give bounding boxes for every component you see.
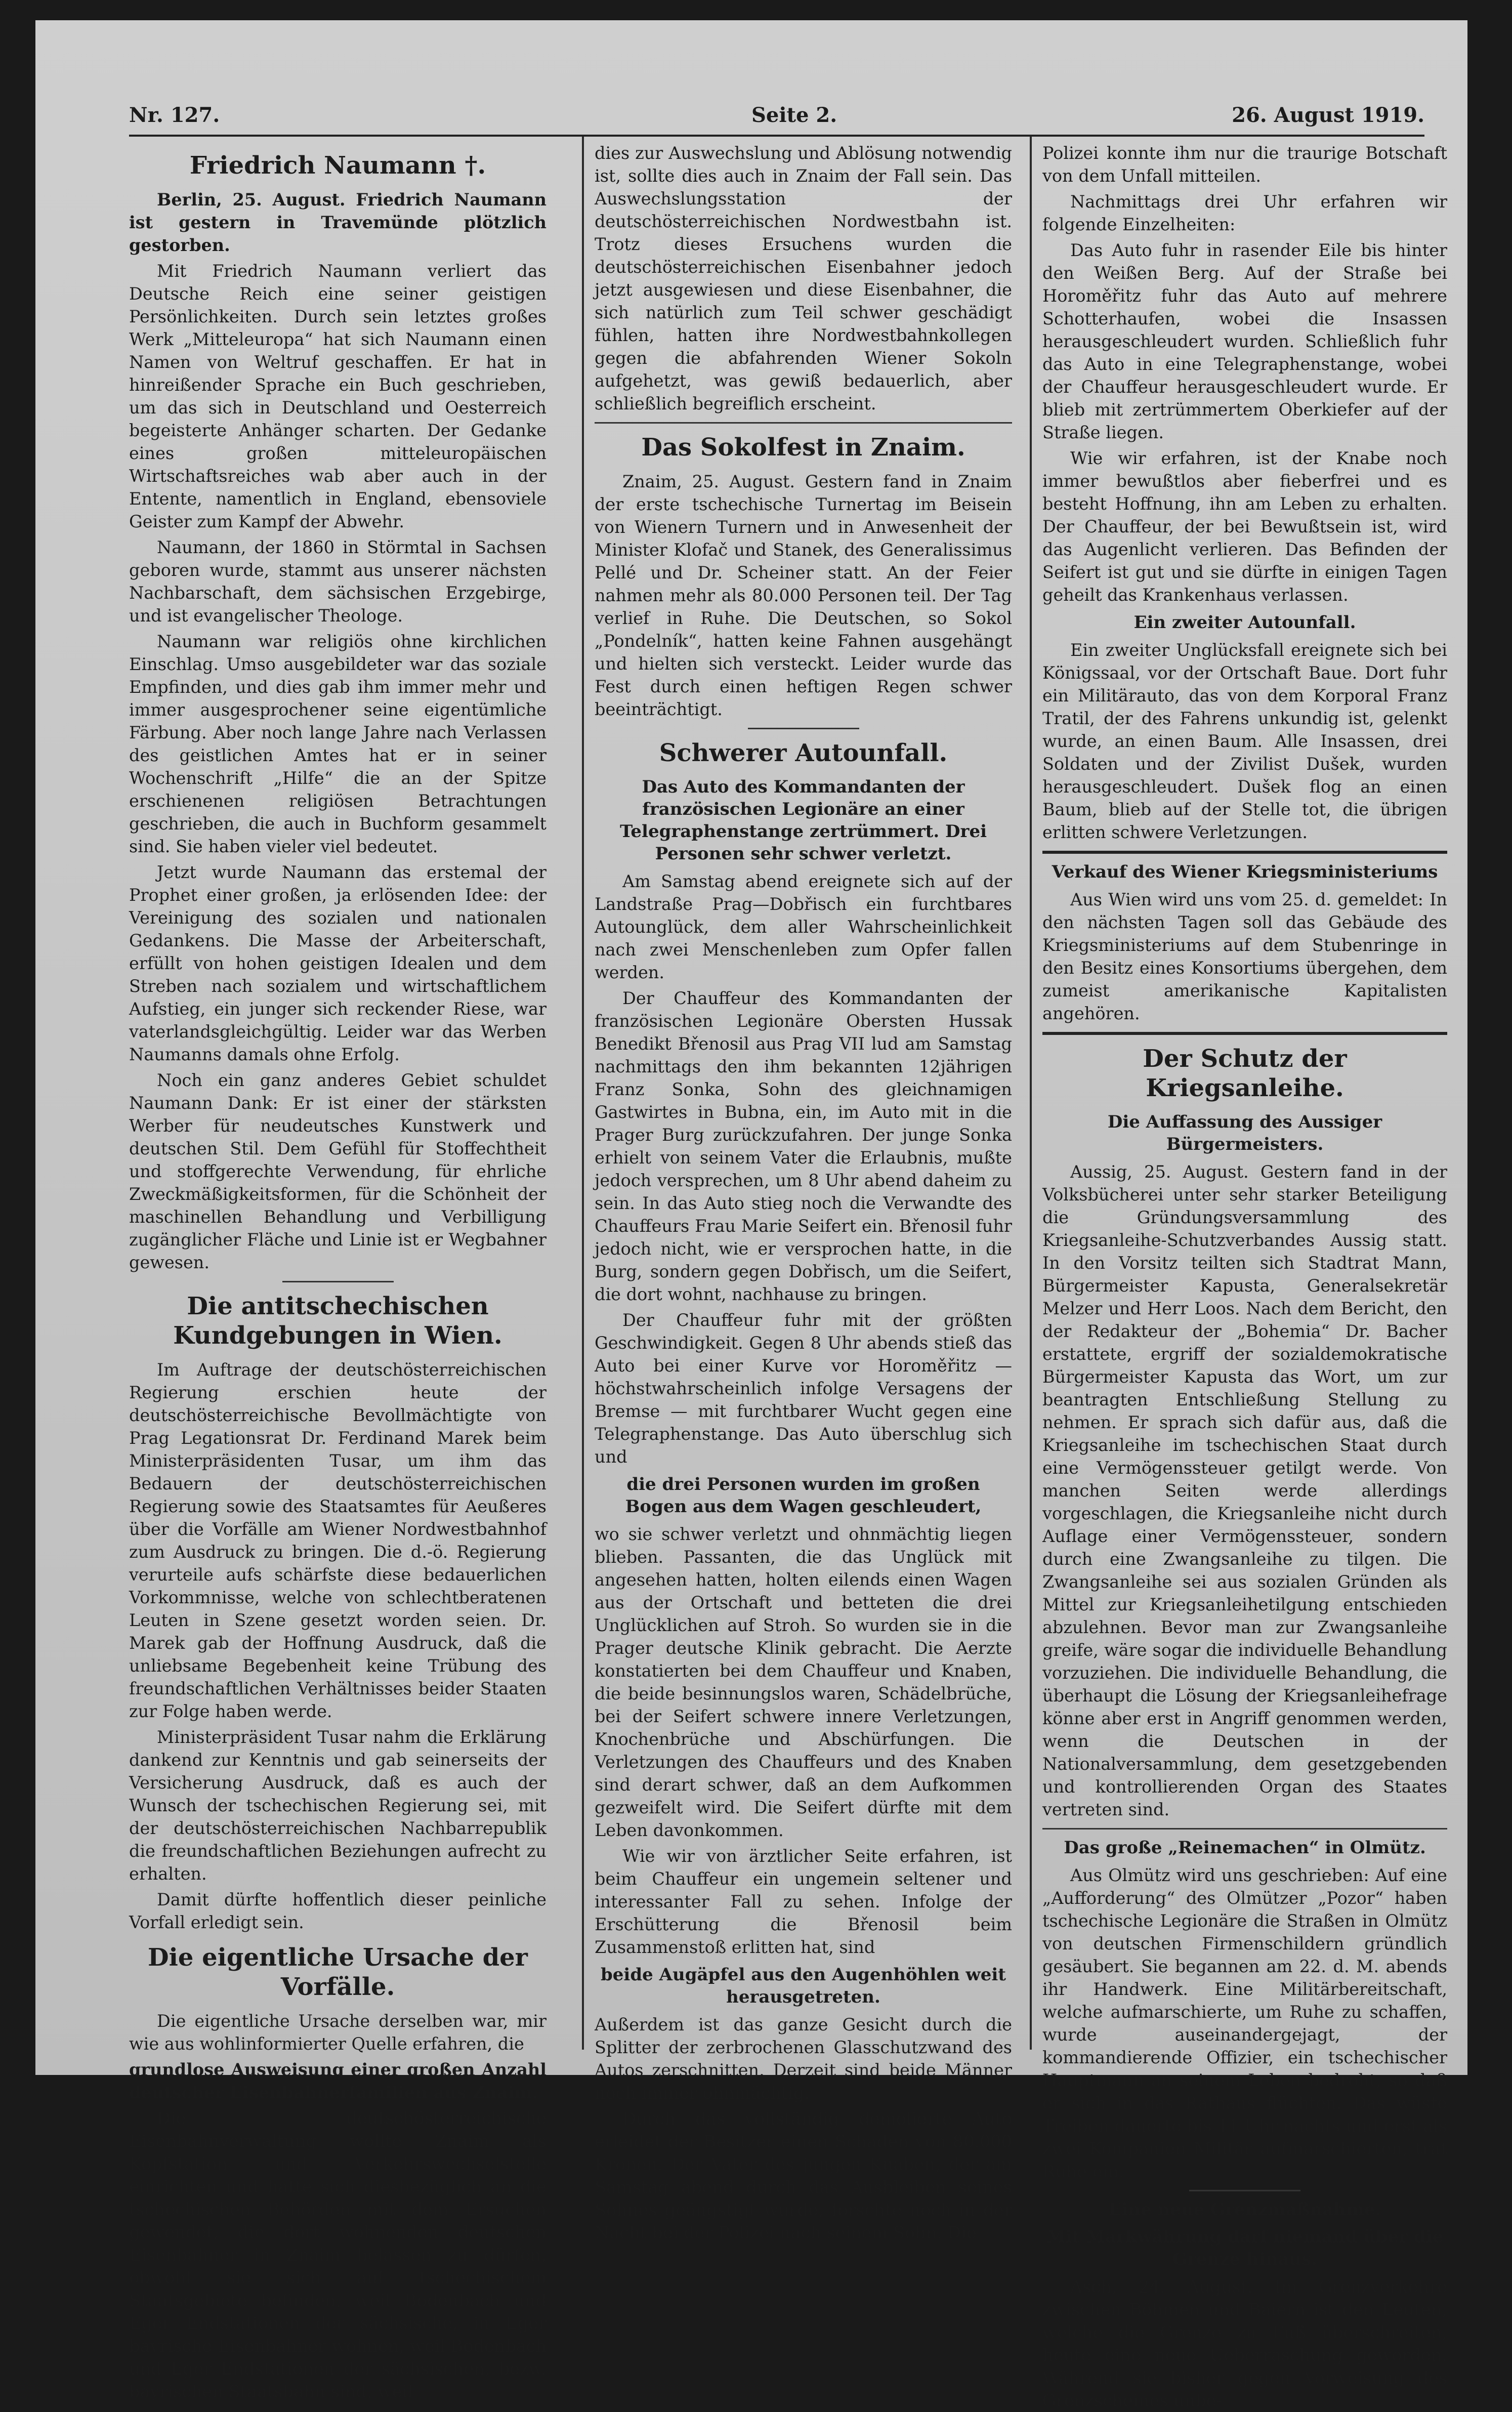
article-paragraph: Wie wir von ärztlicher Seite erfahren, ist beim Chauffeur ein ungemein seltener und interessanter Fall zu sehen. Infolge der Erschütterung die Břenosil beim Zusammenstoß erlitten hat, sind	[595, 1846, 1012, 1957]
article-paragraph: Mit Friedrich Naumann verliert das Deutsche Reich eine seiner geistigen Persönlichkeiten. Durch sein letztes großes Werk „Mitteleuropa“ hat sich Naumann einen Namen von Weltruf geschaffen. Er hat in hinreißender Sprache ein Buch geschrieben, um das sich in Deutschland und Oesterreich begeisterte Anhänger scharten. Der Gedanke eines großen mitteleuropäischen Wirtschaftsreiches wab aber auch in der Entente, namentlich in England, ebensoviele Geister zum Kampf der Abwehr.	[129, 261, 547, 531]
article-paragraph: Ein zweiter Unglücksfall ereignete sich bei Königssaal, vor der Ortschaft Baue. Dort fuhr ein Militärauto, das von dem Korporal Franz Tratil, der des Fahrens unkundig ist, gelenkt wurde, an einen Baum. Alle Insassen, drei Soldaten und der Zivilist Dušek, wurden herausgeschleudert. Dušek flog an einen Baum, blieb auf der Stelle tot, die übrigen erlitten schwere Verletzungen.	[1042, 640, 1447, 842]
page-number: Seite 2.	[751, 103, 837, 127]
header-rule	[129, 135, 1424, 137]
article-paragraph: Ministerpräsident Tusar nahm die Erklärung dankend zur Kenntnis und gab seinerseits der Versicherung Ausdruck, daß es auch der Wunsch der tschechischen Regierung sei, mit der deutschösterreichischen Nachbarrepublik die freundschaftlichen Beziehungen aufrecht zu erhalten.	[129, 1727, 547, 1884]
article-title-ursache: Die eigentliche Ursache der Vorfälle.	[148, 1943, 528, 2001]
article-paragraph: Aussig, 25. August. Gestern fand in der Volksbücherei unter sehr starker Beteiligung die Gründungsversammlung des Kriegsanleihe-Schutzverbandes Aussig statt. In den Vorsitz teilten sich Stadtrat Mann, Bürgermeister Kapusta, Generalsekretär Melzer und Herr Loos. Nach dem Bericht, den der Redakteur der „Bohemia“ Dr. Bacher erstattete, ergriff der sozialdemokratische Bürgermeister Kapusta das Wort, um zur beantragten Entschließung Stellung zu nehmen. Er sprach sich dafür aus, daß die Kriegsanleihe im tschechischen Staat durch eine Vermögenssteuer getilgt werde. Von manchen Seiten werde allerdings vorgeschlagen, die Kriegsanleihe nicht durch Auflage einer Vermögenssteuer, sondern durch eine Zwangsanleihe zu tilgen. Die Zwangsanleihe sei aus sozialen Gründen als Mittel zur Kriegsanleihetilgung entschieden abzulehnen. Bevor man zur Zwangsanleihe greife, wäre sogar die individuelle Behandlung vorzuziehen. Die individuelle Behandlung, die überhaupt die Lösung der Kriegsanleihefrage könne aber erst in Angriff genommen werden, wenn die Deutschen in der Nationalversammlung, dem gesetzgebenden und kontrollierenden Organ des Staates vertreten sind.	[1042, 1162, 1447, 1819]
section-rule	[1042, 1032, 1447, 1035]
article-paragraph: Der Chauffeur fuhr mit der größten Geschwindigkeit. Gegen 8 Uhr abends stieß das Auto bei einer Kurve vor Horoměřitz — höchstwahrscheinlich infolge Versagens der Bremse — mit furchtbarer Wucht gegen eine Telegraphenstange. Das Auto überschlug sich und	[595, 1310, 1012, 1467]
article-subtitle: Die Auffassung des Aussiger Bürgermeisters.	[1107, 1112, 1382, 1154]
article-subtitle: Mit Markwährung darf niemand über die Grenze hinaus.	[1046, 2227, 1444, 2269]
article-paragraph: dies zur Auswechslung und Ablösung notwendig ist, sollte dies auch in Znaim der Fall sein. Das Auswechslungsstation der deutschösterreichischen Nordwestbahn ist. Trotz dieses Ersuchens wurden die deutschösterreichischen Eisenbahner jedoch jetzt ausgewiesen und diese Eisenbahner, die sich natürlich zum Teil schwer geschädigt fühlen, hatten ihre Nordwestbahnkollegen gegen die abfahrenden Wiener Sokoln aufgehetzt, was gewiß bedauerlich, aber schließlich begreiflich erscheint.	[595, 143, 1012, 413]
issue-number: Nr. 127.	[129, 103, 220, 127]
article-paragraph: Berlin, 25. August. Friedrich Naumann ist gestern in Travemünde plötzlich gestorben.	[129, 190, 547, 255]
column-1	[129, 142, 547, 2401]
page-header	[129, 96, 1424, 137]
article-mid-heading: beide Augäpfel aus den Augenhöhlen weit herausgetreten.	[601, 1965, 1006, 2007]
column-2	[595, 142, 1012, 2242]
article-paragraph: Nachmittags drei Uhr erfahren wir folgende Einzelheiten:	[1042, 192, 1447, 234]
article-paragraph: Znaim, 25. August. Gestern fand in Znaim der erste tschechische Turnertag im Beisein von Wienern Turnern und in Anwesenheit der Minister Klofač und Stanek, des Generalissimus Pellé und Dr. Scheiner statt. An der Feier nahmen mehr als 80.000 Personen teil. Der Tag verlief in Ruhe. Die Deutschen, so Sokol „Pondelník“, hatten keine Fahnen ausgehängt und hielten sich versteckt. Leider wurde das Fest durch einen heftigen Regen schwer beeinträchtigt.	[595, 472, 1012, 719]
article-title-zweiter: Ein zweiter Autounfall.	[1133, 612, 1356, 633]
article-paragraph: Polizei konnte ihm nur die traurige Botschaft von dem Unfall mitteilen.	[1042, 143, 1447, 186]
article-paragraph: Die deutschösterreichische Eisenbahnverwaltung wollte Znaim als Kopfstation und Verkehrswechselstelle einrichten und hatte sich diesbezüglich an die tschechischen Behörden mit dem Ersuchen gewendet, die dort wohnenden deutschen Eisenbahner in Znaim belassen zu dürfen, obwohl sie sich auf tschechischem Staatsgebiete befinden, weil Bodenbach und Eger Endstationen der sächsische, in Eger bayrische Eisenbahner wohnen, weil Bodenbach und Eger Endstationen der sächsischen, bezw. bayrischen Staatsbahn sind, weil	[129, 2108, 547, 2401]
article-title-kriegsministerium: Verkauf des Wiener Kriegsministeriums	[1052, 862, 1438, 882]
article-title-autounfall: Schwerer Autounfall.	[659, 739, 948, 767]
column-rule-1	[582, 137, 584, 2050]
article-paragraph: Aus Olmütz wird uns geschrieben: Auf eine „Aufforderung“ des Olmützer „Pozor“ haben tschechische Legionäre die Straßen in Olmütz von deutschen Firmenschildern gründlich gesäubert. Sie begannen am 22. d. M. abends ihr Handwerk. Eine Militärbereitschaft, welche aufmarschierte, um Ruhe zu schaffen, wurde auseinandergejagt, der kommandierende Offizier, ein tschechischer Hauptmann an seinem Leben bedroht, so daß er sich in das Rathaus flüchten. Das wüste Treiben dauerte bis 11 Uhr nachts und erst als zwei Kompanien Militär aufmarschierten, trat Ruhe ein.	[1042, 1865, 1447, 2181]
article-paragraph: Durch das vollständig demolierte Auto erleidet der Besitzer einen Schaden von 80.000 Kronen. Der Vater des jungen Knaben, der am Samstag abend durch das Ausbleiben seines Sohnes geängstigt wurde, forschte noch in der Nacht bei der Polizei nach seinem Sohn. Die	[595, 2109, 1012, 2242]
article-title-grenzmassnahme: Eine neue Grenzmaßnahme.	[1108, 2199, 1381, 2220]
section-rule	[595, 422, 1012, 424]
article-title-sokolfest: Das Sokolfest in Znaim.	[641, 433, 965, 462]
article-subtitle: Das Auto des Kommandanten der französischen Legionäre an einer Telegraphenstange zertrümmert. Drei Personen sehr schwer verletzt.	[620, 777, 987, 864]
section-rule	[748, 728, 859, 729]
article-title-olmuetz: Das große „Reinemachen“ in Olmütz.	[1064, 1838, 1426, 1858]
article-paragraph: Der Chauffeur des Kommandanten der französischen Legionäre Obersten Hussak Benedikt Břenosil aus Prag VII lud am Samstag nachmittags den ihm bekannten 12jährigen Franz Sonka, Sohn des gleichnamigen Gastwirtes in Bubna, ein, im Auto mit in die Prager Burg zurückzufahren. Der junge Sonka erhielt von seinem Vater die Erlaubnis, mußte jedoch versprechen, um 8 Uhr abend daheim zu sein. In das Auto stieg noch die Verwandte des Chauffeurs Frau Marie Seifert ein. Břenosil fuhr jedoch nicht, wie er versprochen hatte, in die Burg, sondern gegen Dobřisch, um die Seifert, die dort wohnt, nachhause zu bringen.	[595, 988, 1012, 1304]
section-rule	[282, 1281, 394, 1282]
article-paragraph: Damit dürfte hoffentlich dieser peinliche Vorfall erledigt sein.	[129, 1890, 547, 1932]
article-paragraph: Wie wir erfahren, ist der Knabe noch immer bewußtlos aber fieberfrei und es besteht Hoffnung, ihn am Leben zu erhalten. Der Chauffeur, der bei Bewußtsein ist, wird das Augenlicht verlieren. Das Befinden der Seifert ist gut und sie dürfte in einigen Tagen geheilt das Krankenhaus verlassen.	[1042, 448, 1447, 605]
article-paragraph: Naumann, der 1860 in Störmtal in Sachsen geboren wurde, stammt aus unserer nächsten Nachbarschaft, dem sächsischen Erzgebirge, und ist evangelischer Theologe.	[129, 537, 547, 626]
article-mid-heading: die drei Personen wurden im großen Bogen aus dem Wagen geschleudert,	[625, 1474, 982, 1517]
article-lead: grundlose Ausweisung einer großen Anzahl deutscher Eisenbahnerfamilien aus Znaim.	[129, 2060, 547, 2102]
article-paragraph: Naumann war religiös ohne kirchlichen Einschlag. Umso ausgebildeter war das soziale Empfinden, und dies gab ihm immer mehr und immer ausgesprochener seine eigentümliche Färbung. Aber noch lange Jahre nach Verlassen des geistlichen Amtes hat er in seiner Wochenschrift „Hilfe“ die an der Spitze erschienenen religiösen Betrachtungen geschrieben, die auch in Buchform gesammelt sind. Sie haben vieler viel bedeutet.	[129, 632, 547, 856]
article-paragraph: Asch, 24. August. Im Grenzverkehre zwischen Böhmen und Baiern ist den Leuten, welche die Grenze zu Fuß überschreiten, heute eine neue Ueberraschung geworden. Während sie bisher gegen Vorweisung des Grenzscheines unbe-	[1042, 2277, 1447, 2410]
section-rule	[1042, 851, 1447, 854]
article-paragraph: Das Auto fuhr in rasender Eile bis hinter den Weißen Berg. Auf der Straße bei Horoměřitz fuhr das Auto auf mehrere Schotterhaufen, wobei die Insassen herausgeschleudert wurden. Schließlich fuhr das Auto in eine Telegraphenstange, wobei der Chauffeur herausgeschleudert wurde. Er blieb mit zertrümmertem Oberkiefer auf der Straße liegen.	[1042, 240, 1447, 442]
column-3	[1042, 142, 1447, 2410]
article-paragraph: wo sie schwer verletzt und ohnmächtig liegen blieben. Passanten, die das Unglück mit angesehen hatten, holten eilends einen Wagen aus der Ortschaft und betteten die drei Unglücklichen auf Stroh. So wurden sie in die Prager deutsche Klinik gebracht. Die Aerzte konstatierten bei dem Chauffeur und Knaben, die beide besinnungslos waren, Schädelbrüche, bei der Seifert schwere innere Verletzungen, Knochenbrüche und Abschürfungen. Die Verletzungen des Chauffeurs und des Knaben sind derart schwer, daß an dem Aufkommen gezweifelt wird. Die Seifert dürfte mit dem Leben davonkommen.	[595, 1524, 1012, 1840]
article-paragraph: Außerdem ist das ganze Gesicht durch die Splitter der zerbrochenen Glasschutzwand des Autos zerschnitten. Derzeit sind beide Männer noch immer ohnmächtig.	[595, 2015, 1012, 2103]
article-paragraph: Noch ein ganz anderes Gebiet schuldet Naumann Dank: Er ist einer der stärksten Werber für neudeutsches Kunstwerk und deutschen Stil. Dem Gefühl für Stoffechtheit und stoffgerechte Verwendung, für ehrliche Zweckmäßigkeitsformen, für die Schönheit der maschinellen Behandlung und Verbilligung zugänglicher Fläche und Linie ist er Wegbahner gewesen.	[129, 1070, 547, 1272]
article-paragraph: Die eigentliche Ursache derselben war, mir wie aus wohlinformierter Quelle erfahren, die	[129, 2011, 547, 2054]
article-title-naumann: Friedrich Naumann †.	[189, 151, 486, 180]
section-rule	[1042, 1828, 1447, 1829]
issue-date: 26. August 1919.	[1232, 103, 1424, 127]
section-rule	[1189, 2190, 1300, 2191]
column-rule-2	[1030, 137, 1032, 2050]
article-title-kriegsanleihe: Der Schutz der Kriegsanleihe.	[1143, 1045, 1347, 1102]
article-paragraph: Jetzt wurde Naumann das erstemal der Prophet einer großen, ja erlösenden Idee: der Vereinigung des sozialen und nationalen Gedankens. Die Masse der Arbeiterschaft, erfüllt von hohen geistigen Idealen und dem Streben nach sozialem und wirtschaftlichem Aufstieg, ein junger sich reckender Riese, war vaterlandsgleichgültig. Leider war das Werben Naumanns damals ohne Erfolg.	[129, 862, 547, 1064]
article-title-kundgebungen: Die antitschechischen Kundgebungen in Wien.	[173, 1292, 502, 1350]
article-paragraph: Im Auftrage der deutschösterreichischen Regierung erschien heute der deutschösterreichische Bevollmächtigte von Prag Legationsrat Dr. Ferdinand Marek beim Ministerpräsidenten Tusar, um ihm das Bedauern der deutschösterreichischen Regierung sowie des Staatsamtes für Aeußeres über die Vorfälle am Wiener Nordwestbahnhof zum Ausdruck zu bringen. Die d.-ö. Regierung verurteile aufs schärfste diese bedauerlichen Vorkommnisse, welche von schlechtberatenen Leuten in Szene gesetzt worden seien. Dr. Marek gab der Hoffnung Ausdruck, daß die unliebsame Begebenheit keine Trübung des freundschaftlichen Verhältnisses beider Staaten zur Folge haben werde.	[129, 1360, 547, 1721]
newspaper-page	[35, 20, 1467, 2410]
article-paragraph: Aus Wien wird uns vom 25. d. gemeldet: In den nächsten Tagen soll das Gebäude des Kriegsministeriums auf dem Stubenringe in den Besitz eines Konsortiums übergehen, dem zumeist amerikanische Kapitalisten angehören.	[1042, 890, 1447, 1023]
article-paragraph: Am Samstag abend ereignete sich auf der Landstraße Prag—Dobřisch ein furchtbares Autounglück, dem aller Wahrscheinlichkeit nach zwei Menschenleben zum Opfer fallen werden.	[595, 871, 1012, 982]
